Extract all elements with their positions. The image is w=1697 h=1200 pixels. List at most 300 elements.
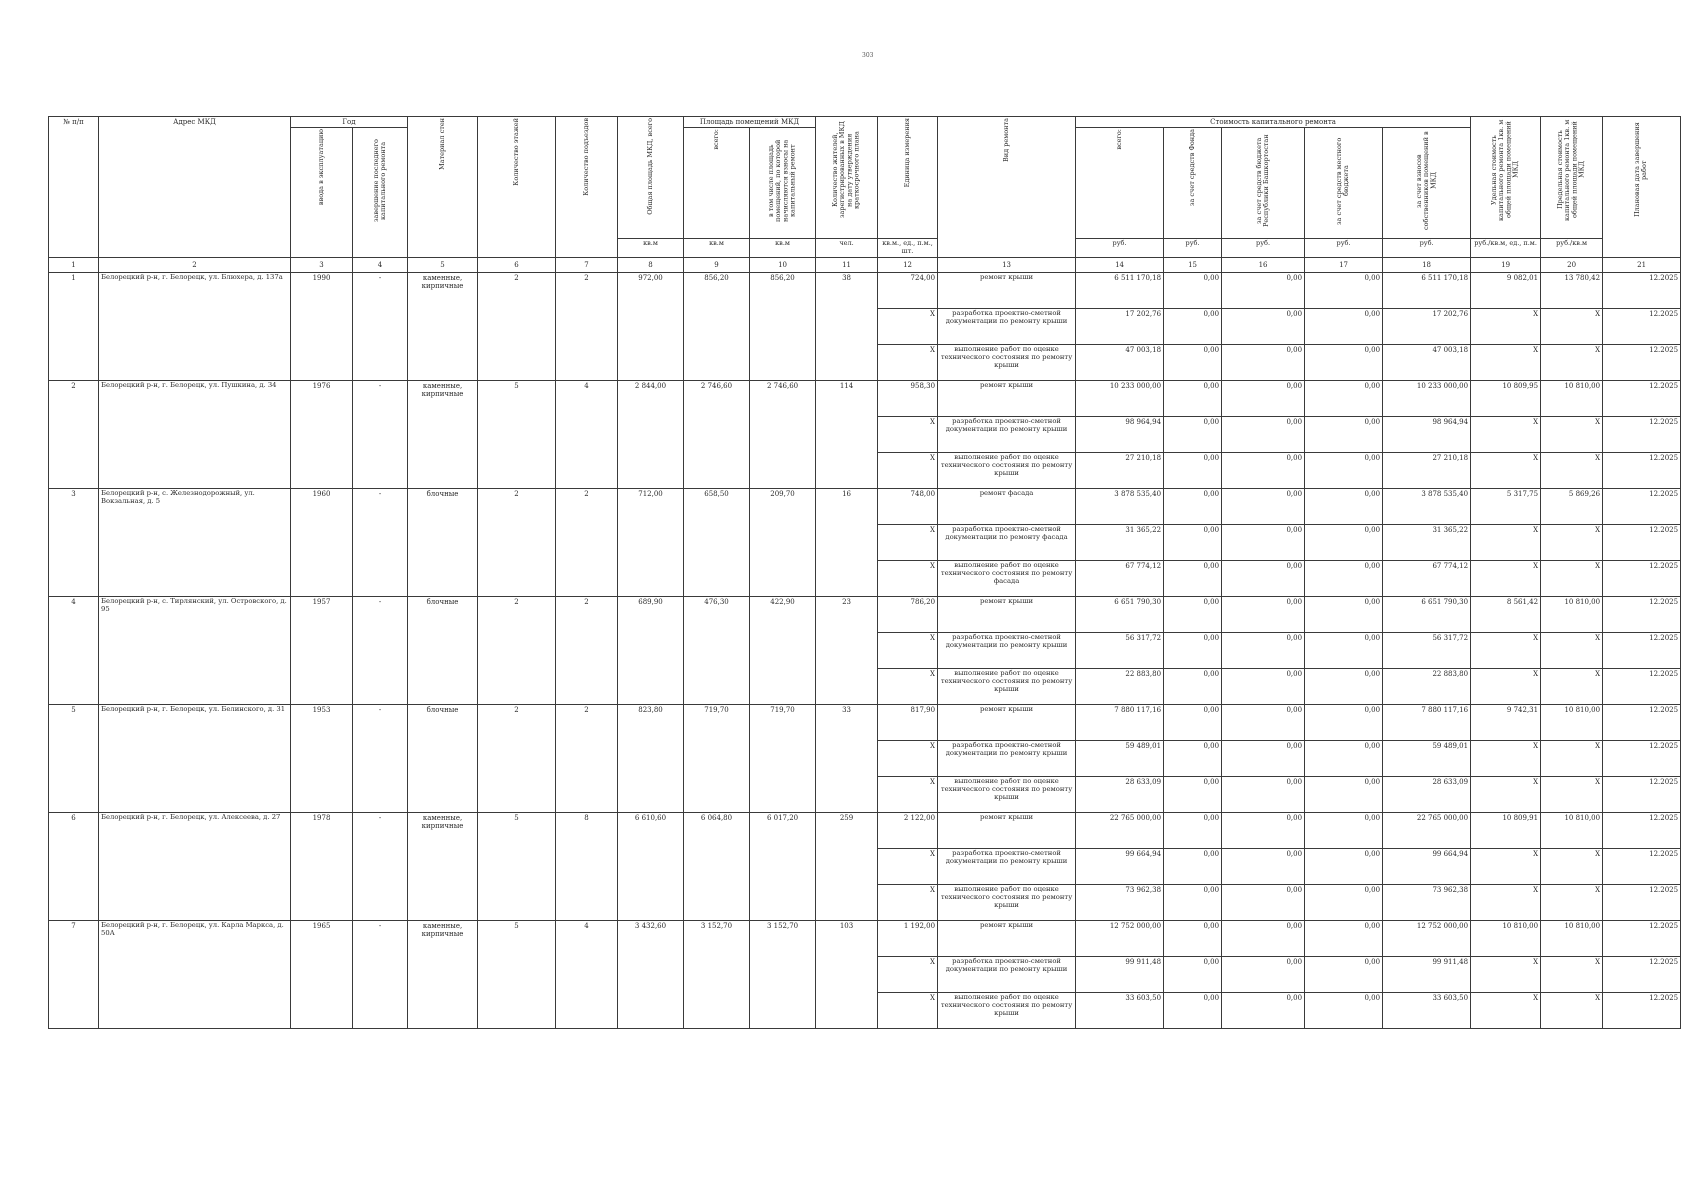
cost-republic: 0,00 xyxy=(1222,885,1305,921)
cost-total: 59 489,01 xyxy=(1076,741,1164,777)
cost-owners: 33 603,50 xyxy=(1383,993,1471,1029)
year-commission: 1978 xyxy=(291,813,353,921)
cost-owners: 6 511 170,18 xyxy=(1383,273,1471,309)
cost-total: 31 365,22 xyxy=(1076,525,1164,561)
wall-material: каменные, кирпичные xyxy=(408,921,478,1029)
year-commission: 1960 xyxy=(291,489,353,597)
floors-count: 2 xyxy=(478,273,556,381)
planned-date: 12.2025 xyxy=(1603,381,1681,417)
unit-quantity: X xyxy=(878,345,938,381)
cost-total: 99 911,48 xyxy=(1076,957,1164,993)
entrances-count: 8 xyxy=(556,813,618,921)
unit-quantity: X xyxy=(878,957,938,993)
table-row-building xyxy=(49,705,1681,741)
repair-register xyxy=(48,116,1680,1029)
specific-cost: 10 810,00 xyxy=(1471,921,1541,957)
cost-total: 10 233 000,00 xyxy=(1076,381,1164,417)
unit-quantity: 748,00 xyxy=(878,489,938,525)
year-last-repair: - xyxy=(353,489,408,597)
repair-type: выполнение работ по оценке технического состояния по ремонту крыши xyxy=(938,669,1076,705)
repair-type: ремонт крыши xyxy=(938,705,1076,741)
unit-12: кв.м., ед., п.м., шт. xyxy=(878,239,938,258)
premises-area-total: 3 152,70 xyxy=(684,921,750,1029)
cost-fund: 0,00 xyxy=(1164,777,1222,813)
premises-area-total: 719,70 xyxy=(684,705,750,813)
specific-cost: X xyxy=(1471,993,1541,1029)
planned-date: 12.2025 xyxy=(1603,561,1681,597)
floors-count: 2 xyxy=(478,597,556,705)
column-number: 8 xyxy=(618,258,684,273)
cost-fund: 0,00 xyxy=(1164,741,1222,777)
planned-date: 12.2025 xyxy=(1603,453,1681,489)
cost-fund: 0,00 xyxy=(1164,633,1222,669)
cost-fund: 0,00 xyxy=(1164,669,1222,705)
cost-total: 22 765 000,00 xyxy=(1076,813,1164,849)
cost-owners: 56 317,72 xyxy=(1383,633,1471,669)
unit-quantity: X xyxy=(878,417,938,453)
cost-republic: 0,00 xyxy=(1222,705,1305,741)
specific-cost: X xyxy=(1471,741,1541,777)
specific-cost: X xyxy=(1471,849,1541,885)
cost-local: 0,00 xyxy=(1305,741,1383,777)
entrances-count: 4 xyxy=(556,381,618,489)
max-cost: X xyxy=(1541,525,1603,561)
cost-republic: 0,00 xyxy=(1222,417,1305,453)
table-row-building xyxy=(49,813,1681,849)
header-premises-total: всего: xyxy=(684,128,750,239)
header-owners: за счет взносов собственников помещений в МКД xyxy=(1383,128,1471,239)
header-year-commission: ввода в эксплуатацию xyxy=(291,128,353,258)
max-cost: X xyxy=(1541,309,1603,345)
cost-local: 0,00 xyxy=(1305,705,1383,741)
unit-quantity: 2 122,00 xyxy=(878,813,938,849)
specific-cost: X xyxy=(1471,633,1541,669)
repair-type: ремонт фасада xyxy=(938,489,1076,525)
specific-cost: 8 561,42 xyxy=(1471,597,1541,633)
repair-type: выполнение работ по оценке технического состояния по ремонту крыши xyxy=(938,885,1076,921)
planned-date: 12.2025 xyxy=(1603,273,1681,309)
header-cost-total: всего: xyxy=(1076,128,1164,239)
column-number: 18 xyxy=(1383,258,1471,273)
cost-local: 0,00 xyxy=(1305,633,1383,669)
specific-cost: X xyxy=(1471,525,1541,561)
wall-material: каменные, кирпичные xyxy=(408,273,478,381)
cost-republic: 0,00 xyxy=(1222,561,1305,597)
total-area: 3 432,60 xyxy=(618,921,684,1029)
cost-owners: 99 911,48 xyxy=(1383,957,1471,993)
planned-date: 12.2025 xyxy=(1603,885,1681,921)
row-number: 6 xyxy=(49,813,99,921)
header-no: № п/п xyxy=(49,117,99,258)
floors-count: 5 xyxy=(478,813,556,921)
cost-local: 0,00 xyxy=(1305,993,1383,1029)
header-planned-date: Плановая дата завершения работ xyxy=(1603,117,1681,258)
unit-20: руб./кв.м xyxy=(1541,239,1603,258)
residents-count: 23 xyxy=(816,597,878,705)
cost-fund: 0,00 xyxy=(1164,813,1222,849)
cost-fund: 0,00 xyxy=(1164,417,1222,453)
cost-fund: 0,00 xyxy=(1164,921,1222,957)
cost-republic: 0,00 xyxy=(1222,309,1305,345)
planned-date: 12.2025 xyxy=(1603,705,1681,741)
header-premises-group: Площадь помещений МКД xyxy=(684,117,816,128)
premises-area-total: 2 746,60 xyxy=(684,381,750,489)
repair-type: разработка проектно-сметной документации по ремонту крыши xyxy=(938,309,1076,345)
planned-date: 12.2025 xyxy=(1603,417,1681,453)
column-number: 14 xyxy=(1076,258,1164,273)
premises-area-total: 476,30 xyxy=(684,597,750,705)
cost-fund: 0,00 xyxy=(1164,561,1222,597)
unit-quantity: X xyxy=(878,777,938,813)
cost-fund: 0,00 xyxy=(1164,597,1222,633)
cost-owners: 28 633,09 xyxy=(1383,777,1471,813)
max-cost: X xyxy=(1541,885,1603,921)
cost-total: 56 317,72 xyxy=(1076,633,1164,669)
cost-total: 6 511 170,18 xyxy=(1076,273,1164,309)
max-cost: X xyxy=(1541,345,1603,381)
entrances-count: 2 xyxy=(556,597,618,705)
specific-cost: X xyxy=(1471,669,1541,705)
residents-count: 38 xyxy=(816,273,878,381)
column-number: 12 xyxy=(878,258,938,273)
header-cost-group: Стоимость капитального ремонта xyxy=(1076,117,1471,128)
wall-material: блочные xyxy=(408,597,478,705)
wall-material: блочные xyxy=(408,705,478,813)
year-commission: 1965 xyxy=(291,921,353,1029)
column-number: 20 xyxy=(1541,258,1603,273)
header-local: за счет средств местного бюджета xyxy=(1305,128,1383,239)
unit-quantity: X xyxy=(878,561,938,597)
cost-republic: 0,00 xyxy=(1222,345,1305,381)
premises-area-contrib: 3 152,70 xyxy=(750,921,816,1029)
cost-owners: 22 883,80 xyxy=(1383,669,1471,705)
header-republic: за счет средств бюджета Республики Башкортостан xyxy=(1222,128,1305,239)
cost-owners: 12 752 000,00 xyxy=(1383,921,1471,957)
max-cost: X xyxy=(1541,777,1603,813)
planned-date: 12.2025 xyxy=(1603,921,1681,957)
cost-total: 27 210,18 xyxy=(1076,453,1164,489)
residents-count: 16 xyxy=(816,489,878,597)
unit-18: руб. xyxy=(1383,239,1471,258)
repair-type: выполнение работ по оценке технического состояния по ремонту крыши xyxy=(938,345,1076,381)
unit-quantity: X xyxy=(878,633,938,669)
cost-fund: 0,00 xyxy=(1164,705,1222,741)
column-number: 6 xyxy=(478,258,556,273)
row-number: 7 xyxy=(49,921,99,1029)
premises-area-total: 658,50 xyxy=(684,489,750,597)
cost-fund: 0,00 xyxy=(1164,489,1222,525)
cost-owners: 27 210,18 xyxy=(1383,453,1471,489)
total-area: 689,90 xyxy=(618,597,684,705)
residents-count: 114 xyxy=(816,381,878,489)
cost-fund: 0,00 xyxy=(1164,345,1222,381)
building-address: Белорецкий р-н, г. Белорецк, ул. Карла Маркса, д. 50А xyxy=(99,921,291,1029)
column-number: 10 xyxy=(750,258,816,273)
building-address: Белорецкий р-н, г. Белорецк, ул. Алексеева, д. 27 xyxy=(99,813,291,921)
column-number: 13 xyxy=(938,258,1076,273)
cost-fund: 0,00 xyxy=(1164,273,1222,309)
repair-type: выполнение работ по оценке технического состояния по ремонту крыши xyxy=(938,777,1076,813)
cost-total: 28 633,09 xyxy=(1076,777,1164,813)
cost-total: 99 664,94 xyxy=(1076,849,1164,885)
max-cost: X xyxy=(1541,957,1603,993)
row-number: 1 xyxy=(49,273,99,381)
repair-type: выполнение работ по оценке технического состояния по ремонту фасада xyxy=(938,561,1076,597)
unit-quantity: X xyxy=(878,885,938,921)
premises-area-contrib: 422,90 xyxy=(750,597,816,705)
column-number: 21 xyxy=(1603,258,1681,273)
cost-local: 0,00 xyxy=(1305,453,1383,489)
planned-date: 12.2025 xyxy=(1603,345,1681,381)
column-number: 4 xyxy=(353,258,408,273)
cost-owners: 10 233 000,00 xyxy=(1383,381,1471,417)
cost-total: 17 202,76 xyxy=(1076,309,1164,345)
cost-fund: 0,00 xyxy=(1164,309,1222,345)
cost-fund: 0,00 xyxy=(1164,885,1222,921)
column-number: 7 xyxy=(556,258,618,273)
premises-area-contrib: 856,20 xyxy=(750,273,816,381)
header-wall-material: Материал стен xyxy=(408,117,478,258)
year-commission: 1990 xyxy=(291,273,353,381)
cost-local: 0,00 xyxy=(1305,885,1383,921)
floors-count: 2 xyxy=(478,705,556,813)
row-number: 3 xyxy=(49,489,99,597)
cost-owners: 3 878 535,40 xyxy=(1383,489,1471,525)
row-number: 2 xyxy=(49,381,99,489)
max-cost: 10 810,00 xyxy=(1541,597,1603,633)
year-commission: 1953 xyxy=(291,705,353,813)
column-number: 9 xyxy=(684,258,750,273)
cost-republic: 0,00 xyxy=(1222,957,1305,993)
repair-type: ремонт крыши xyxy=(938,597,1076,633)
specific-cost: X xyxy=(1471,885,1541,921)
total-area: 6 610,60 xyxy=(618,813,684,921)
unit-quantity: 724,00 xyxy=(878,273,938,309)
table-row-building xyxy=(49,921,1681,957)
specific-cost: X xyxy=(1471,777,1541,813)
max-cost: X xyxy=(1541,417,1603,453)
header-floors: Количество этажей xyxy=(478,117,556,258)
cost-owners: 17 202,76 xyxy=(1383,309,1471,345)
unit-quantity: 1 192,00 xyxy=(878,921,938,957)
row-number: 4 xyxy=(49,597,99,705)
cost-local: 0,00 xyxy=(1305,309,1383,345)
cost-local: 0,00 xyxy=(1305,525,1383,561)
wall-material: каменные, кирпичные xyxy=(408,381,478,489)
unit-16: руб. xyxy=(1222,239,1305,258)
cost-total: 33 603,50 xyxy=(1076,993,1164,1029)
table-body xyxy=(49,273,1681,1029)
max-cost: X xyxy=(1541,741,1603,777)
repair-type: выполнение работ по оценке технического состояния по ремонту крыши xyxy=(938,993,1076,1029)
header-year-group: Год xyxy=(291,117,408,128)
cost-total: 22 883,80 xyxy=(1076,669,1164,705)
cost-local: 0,00 xyxy=(1305,849,1383,885)
cost-total: 7 880 117,16 xyxy=(1076,705,1164,741)
cost-republic: 0,00 xyxy=(1222,993,1305,1029)
building-address: Белорецкий р-н, г. Белорецк, ул. Блюхера, д. 137а xyxy=(99,273,291,381)
repair-type: разработка проектно-сметной документации по ремонту крыши xyxy=(938,741,1076,777)
residents-count: 103 xyxy=(816,921,878,1029)
cost-total: 12 752 000,00 xyxy=(1076,921,1164,957)
header-unit: Единица измерения xyxy=(878,117,938,239)
max-cost: 13 780,42 xyxy=(1541,273,1603,309)
specific-cost: X xyxy=(1471,417,1541,453)
planned-date: 12.2025 xyxy=(1603,849,1681,885)
specific-cost: 9 082,01 xyxy=(1471,273,1541,309)
header-year-last-repair: завершение последнего капитального ремонта xyxy=(353,128,408,258)
repair-type: разработка проектно-сметной документации по ремонту крыши xyxy=(938,849,1076,885)
column-number: 16 xyxy=(1222,258,1305,273)
table-row-building xyxy=(49,489,1681,525)
repair-type: разработка проектно-сметной документации по ремонту крыши xyxy=(938,417,1076,453)
building-address: Белорецкий р-н, с. Тирлянский, ул. Островского, д. 95 xyxy=(99,597,291,705)
column-number: 15 xyxy=(1164,258,1222,273)
cost-local: 0,00 xyxy=(1305,669,1383,705)
year-last-repair: - xyxy=(353,597,408,705)
entrances-count: 4 xyxy=(556,921,618,1029)
building-address: Белорецкий р-н, с. Железнодорожный, ул. Вокзальная, д. 5 xyxy=(99,489,291,597)
cost-owners: 67 774,12 xyxy=(1383,561,1471,597)
unit-14: руб. xyxy=(1076,239,1164,258)
column-number: 5 xyxy=(408,258,478,273)
premises-area-contrib: 719,70 xyxy=(750,705,816,813)
max-cost: X xyxy=(1541,633,1603,669)
cost-owners: 6 651 790,30 xyxy=(1383,597,1471,633)
max-cost: 10 810,00 xyxy=(1541,813,1603,849)
repair-table xyxy=(48,116,1681,1029)
unit-quantity: X xyxy=(878,309,938,345)
planned-date: 12.2025 xyxy=(1603,669,1681,705)
unit-10: кв.м xyxy=(750,239,816,258)
row-number: 5 xyxy=(49,705,99,813)
cost-republic: 0,00 xyxy=(1222,273,1305,309)
cost-owners: 7 880 117,16 xyxy=(1383,705,1471,741)
wall-material: каменные, кирпичные xyxy=(408,813,478,921)
planned-date: 12.2025 xyxy=(1603,813,1681,849)
premises-area-contrib: 209,70 xyxy=(750,489,816,597)
residents-count: 33 xyxy=(816,705,878,813)
cost-total: 67 774,12 xyxy=(1076,561,1164,597)
column-number: 17 xyxy=(1305,258,1383,273)
unit-19: руб./кв.м, ед., п.м. xyxy=(1471,239,1541,258)
premises-area-total: 6 064,80 xyxy=(684,813,750,921)
max-cost: 10 810,00 xyxy=(1541,705,1603,741)
max-cost: X xyxy=(1541,993,1603,1029)
repair-type: разработка проектно-сметной документации по ремонту крыши xyxy=(938,957,1076,993)
total-area: 2 844,00 xyxy=(618,381,684,489)
cost-fund: 0,00 xyxy=(1164,849,1222,885)
entrances-count: 2 xyxy=(556,489,618,597)
repair-type: разработка проектно-сметной документации по ремонту крыши xyxy=(938,633,1076,669)
cost-republic: 0,00 xyxy=(1222,489,1305,525)
cost-total: 3 878 535,40 xyxy=(1076,489,1164,525)
year-last-repair: - xyxy=(353,381,408,489)
specific-cost: X xyxy=(1471,345,1541,381)
cost-republic: 0,00 xyxy=(1222,777,1305,813)
entrances-count: 2 xyxy=(556,273,618,381)
unit-quantity: X xyxy=(878,453,938,489)
cost-total: 6 651 790,30 xyxy=(1076,597,1164,633)
specific-cost: 10 809,95 xyxy=(1471,381,1541,417)
year-last-repair: - xyxy=(353,273,408,381)
unit-9: кв.м xyxy=(684,239,750,258)
column-numbers-row xyxy=(49,258,1681,273)
table-row-building xyxy=(49,597,1681,633)
cost-fund: 0,00 xyxy=(1164,381,1222,417)
planned-date: 12.2025 xyxy=(1603,741,1681,777)
unit-quantity: 817,90 xyxy=(878,705,938,741)
column-number: 3 xyxy=(291,258,353,273)
repair-type: ремонт крыши xyxy=(938,921,1076,957)
cost-local: 0,00 xyxy=(1305,921,1383,957)
specific-cost: 10 809,91 xyxy=(1471,813,1541,849)
max-cost: X xyxy=(1541,453,1603,489)
column-number: 11 xyxy=(816,258,878,273)
unit-quantity: X xyxy=(878,741,938,777)
cost-republic: 0,00 xyxy=(1222,669,1305,705)
header-repair-type: Вид ремонта xyxy=(938,117,1076,258)
cost-local: 0,00 xyxy=(1305,957,1383,993)
floors-count: 5 xyxy=(478,921,556,1029)
header-residents: Количество жителей, зарегистрированных в МКД на дату утверждения краткосрочного плана xyxy=(816,117,878,239)
cost-republic: 0,00 xyxy=(1222,597,1305,633)
residents-count: 259 xyxy=(816,813,878,921)
unit-quantity: 958,30 xyxy=(878,381,938,417)
cost-republic: 0,00 xyxy=(1222,921,1305,957)
cost-fund: 0,00 xyxy=(1164,453,1222,489)
cost-republic: 0,00 xyxy=(1222,381,1305,417)
cost-local: 0,00 xyxy=(1305,777,1383,813)
cost-local: 0,00 xyxy=(1305,417,1383,453)
max-cost: 10 810,00 xyxy=(1541,921,1603,957)
unit-11: чел. xyxy=(816,239,878,258)
planned-date: 12.2025 xyxy=(1603,597,1681,633)
table-header xyxy=(49,117,1681,273)
page-number: 303 xyxy=(862,52,874,59)
header-premises-contrib: в том числе площадь помещений, по которой начисляются взносы на капитальный ремонт xyxy=(750,128,816,239)
total-area: 823,80 xyxy=(618,705,684,813)
column-number: 19 xyxy=(1471,258,1541,273)
cost-fund: 0,00 xyxy=(1164,525,1222,561)
specific-cost: 9 742,31 xyxy=(1471,705,1541,741)
cost-republic: 0,00 xyxy=(1222,849,1305,885)
specific-cost: X xyxy=(1471,561,1541,597)
header-entrances: Количество подъездов xyxy=(556,117,618,258)
unit-15: руб. xyxy=(1164,239,1222,258)
wall-material: блочные xyxy=(408,489,478,597)
specific-cost: X xyxy=(1471,957,1541,993)
header-specific-cost: Удельная стоимость капитального ремонта 1кв. м общей площади помещений МКД xyxy=(1471,117,1541,239)
repair-type: разработка проектно-сметной документации по ремонту фасада xyxy=(938,525,1076,561)
unit-17: руб. xyxy=(1305,239,1383,258)
cost-owners: 31 365,22 xyxy=(1383,525,1471,561)
repair-type: выполнение работ по оценке технического состояния по ремонту крыши xyxy=(938,453,1076,489)
premises-area-contrib: 6 017,20 xyxy=(750,813,816,921)
year-last-repair: - xyxy=(353,921,408,1029)
planned-date: 12.2025 xyxy=(1603,525,1681,561)
cost-local: 0,00 xyxy=(1305,489,1383,525)
repair-type: ремонт крыши xyxy=(938,813,1076,849)
unit-quantity: X xyxy=(878,993,938,1029)
specific-cost: X xyxy=(1471,309,1541,345)
header-fund: за счет средств Фонда xyxy=(1164,128,1222,239)
premises-area-contrib: 2 746,60 xyxy=(750,381,816,489)
repair-type: ремонт крыши xyxy=(938,273,1076,309)
cost-republic: 0,00 xyxy=(1222,813,1305,849)
building-address: Белорецкий р-н, г. Белорецк, ул. Белинского, д. 31 xyxy=(99,705,291,813)
header-total-area: Общая площадь МКД, всего xyxy=(618,117,684,239)
